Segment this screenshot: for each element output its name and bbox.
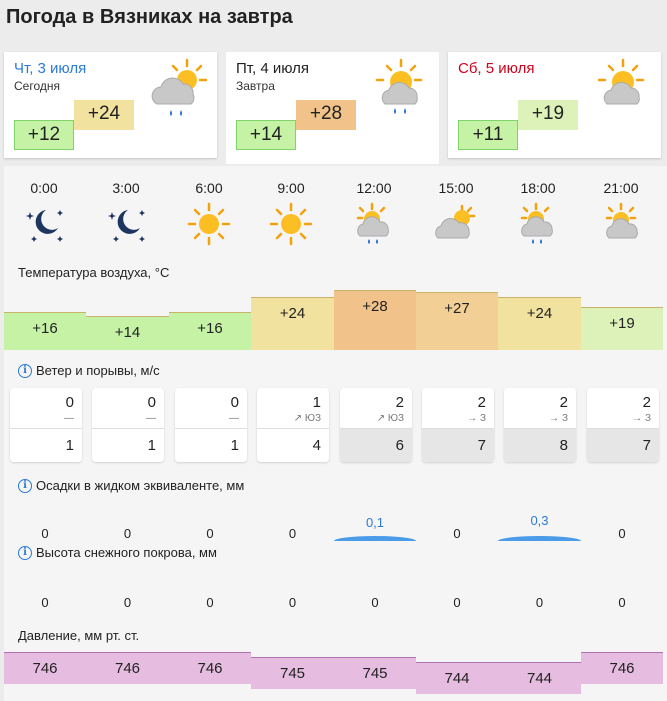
partly-cloudy-rain-icon xyxy=(371,58,429,118)
day-subtitle: Сегодня xyxy=(14,79,60,93)
hour-label: 6:00 xyxy=(195,180,223,196)
pressure-cell: 746 xyxy=(4,652,86,684)
temperature-min: +14 xyxy=(236,120,296,150)
hour-label: 9:00 xyxy=(277,180,305,196)
precip-value: 0 xyxy=(206,526,214,541)
precip-value: 0,1 xyxy=(365,515,385,530)
wind-section-label xyxy=(18,363,160,378)
wind-speed: 2 xyxy=(559,394,568,411)
partly-cloudy-rain-icon xyxy=(149,58,207,118)
temperature-max: +24 xyxy=(74,100,134,130)
wind-gust: 1 xyxy=(10,428,82,462)
temperature-min: +12 xyxy=(14,120,74,150)
wind-direction: ↗ ЮЗ xyxy=(376,413,404,424)
wind-cell xyxy=(422,388,494,462)
wind-speed: 2 xyxy=(642,394,651,411)
wind-direction: → З xyxy=(549,413,568,424)
wind-gust: 8 xyxy=(504,428,576,462)
temperature-cell: +16 xyxy=(4,312,86,350)
hour-label: 18:00 xyxy=(520,180,556,196)
snow-value: 0 xyxy=(41,595,49,610)
wind-gust: 6 xyxy=(340,428,412,462)
wind-label-text: Ветер и порывы, м/с xyxy=(36,363,160,378)
pressure-cell: 744 xyxy=(498,662,581,694)
info-icon[interactable]: i xyxy=(18,546,32,560)
sun-cloud-rain-icon xyxy=(352,202,396,246)
temperature-cell: +14 xyxy=(86,316,169,350)
hour-label: 15:00 xyxy=(438,180,474,196)
snow-value: 0 xyxy=(535,595,544,610)
wind-cell xyxy=(340,388,412,462)
precip-value: 0 xyxy=(41,526,49,541)
snow-value: 0 xyxy=(371,595,379,610)
precip-value: 0 xyxy=(288,526,297,541)
wind-gust: 7 xyxy=(422,428,494,462)
pressure-section-label xyxy=(18,628,139,643)
temperature-cell: +24 xyxy=(498,297,581,350)
precip-bar xyxy=(498,536,581,541)
day-card-saturday[interactable] xyxy=(448,52,661,158)
hour-label: 21:00 xyxy=(603,180,639,196)
wind-cell xyxy=(257,388,329,462)
day-name: Пт, 4 июля xyxy=(236,60,310,77)
info-icon[interactable]: i xyxy=(18,364,32,378)
sun-cloud-rain-icon xyxy=(516,202,560,246)
pressure-cell: 746 xyxy=(169,652,251,684)
temperature-max: +28 xyxy=(296,100,356,130)
hour-label: 0:00 xyxy=(30,180,58,196)
wind-cell xyxy=(92,388,164,462)
wind-direction: → З xyxy=(632,413,651,424)
hour-label: 3:00 xyxy=(112,180,140,196)
page-title: Погода в Вязниках на завтра xyxy=(6,6,293,28)
temperature-label-text: Температура воздуха, °C xyxy=(18,265,170,280)
day-name: Чт, 3 июля xyxy=(14,60,87,77)
wind-direction: — xyxy=(146,413,156,424)
hour-label: 12:00 xyxy=(356,180,392,196)
wind-cell xyxy=(175,388,247,462)
precip-value: 0 xyxy=(123,526,132,541)
moon-stars-icon xyxy=(22,202,66,246)
temperature-cell: +16 xyxy=(169,312,251,350)
wind-gust: 1 xyxy=(175,428,247,462)
temperature-cell: +24 xyxy=(251,297,334,350)
wind-cell xyxy=(587,388,659,462)
snow-value: 0 xyxy=(123,595,132,610)
temperature-cell: +27 xyxy=(416,292,498,350)
snow-section-label xyxy=(18,545,217,560)
precip-value: 0,3 xyxy=(530,513,549,528)
wind-cell xyxy=(504,388,576,462)
temperature-cell: +19 xyxy=(581,307,663,350)
pressure-cell: 744 xyxy=(416,662,498,694)
temperature-section-label xyxy=(18,265,169,280)
precip-bar xyxy=(334,536,416,541)
info-icon[interactable]: i xyxy=(18,479,32,493)
precip-section-label xyxy=(18,478,244,493)
pressure-label-text: Давление, мм рт. ст. xyxy=(18,628,140,643)
wind-direction: ↗ ЮЗ xyxy=(293,413,321,424)
wind-direction: — xyxy=(64,413,74,424)
partly-cloudy-icon xyxy=(593,58,651,118)
sun-icon xyxy=(269,202,313,246)
precip-value: 0 xyxy=(618,526,626,541)
day-subtitle: Завтра xyxy=(236,79,275,93)
sun-icon xyxy=(187,202,231,246)
day-name: Сб, 5 июля xyxy=(458,60,535,77)
pressure-cell: 745 xyxy=(334,657,416,689)
wind-speed: 2 xyxy=(477,394,486,411)
precip-label-text: Осадки в жидком эквиваленте, мм xyxy=(36,478,245,493)
temperature-max: +19 xyxy=(518,100,578,130)
pressure-cell: 745 xyxy=(251,657,334,689)
wind-gust: 7 xyxy=(587,428,659,462)
wind-speed: 2 xyxy=(395,394,404,411)
precip-value: 0 xyxy=(453,526,461,541)
snow-value: 0 xyxy=(618,595,626,610)
wind-direction: → З xyxy=(467,413,486,424)
wind-speed: 0 xyxy=(230,394,239,411)
snow-label-text: Высота снежного покрова, мм xyxy=(36,545,217,560)
wind-speed: 0 xyxy=(147,394,156,411)
pressure-cell: 746 xyxy=(581,652,663,684)
cloud-sun-icon xyxy=(434,202,478,246)
moon-stars-icon xyxy=(104,202,148,246)
snow-value: 0 xyxy=(453,595,461,610)
pressure-cell: 746 xyxy=(86,652,169,684)
wind-cell xyxy=(10,388,82,462)
sun-cloud-icon xyxy=(599,202,643,246)
temperature-cell: +28 xyxy=(334,290,416,350)
temperature-min: +11 xyxy=(458,120,518,150)
snow-value: 0 xyxy=(288,595,297,610)
day-card-thursday[interactable] xyxy=(4,52,217,158)
wind-gust: 4 xyxy=(257,428,329,462)
wind-speed: 0 xyxy=(65,394,74,411)
snow-value: 0 xyxy=(206,595,214,610)
wind-direction: — xyxy=(229,413,239,424)
wind-gust: 1 xyxy=(92,428,164,462)
wind-speed: 1 xyxy=(312,394,321,411)
day-card-friday[interactable] xyxy=(226,52,439,164)
